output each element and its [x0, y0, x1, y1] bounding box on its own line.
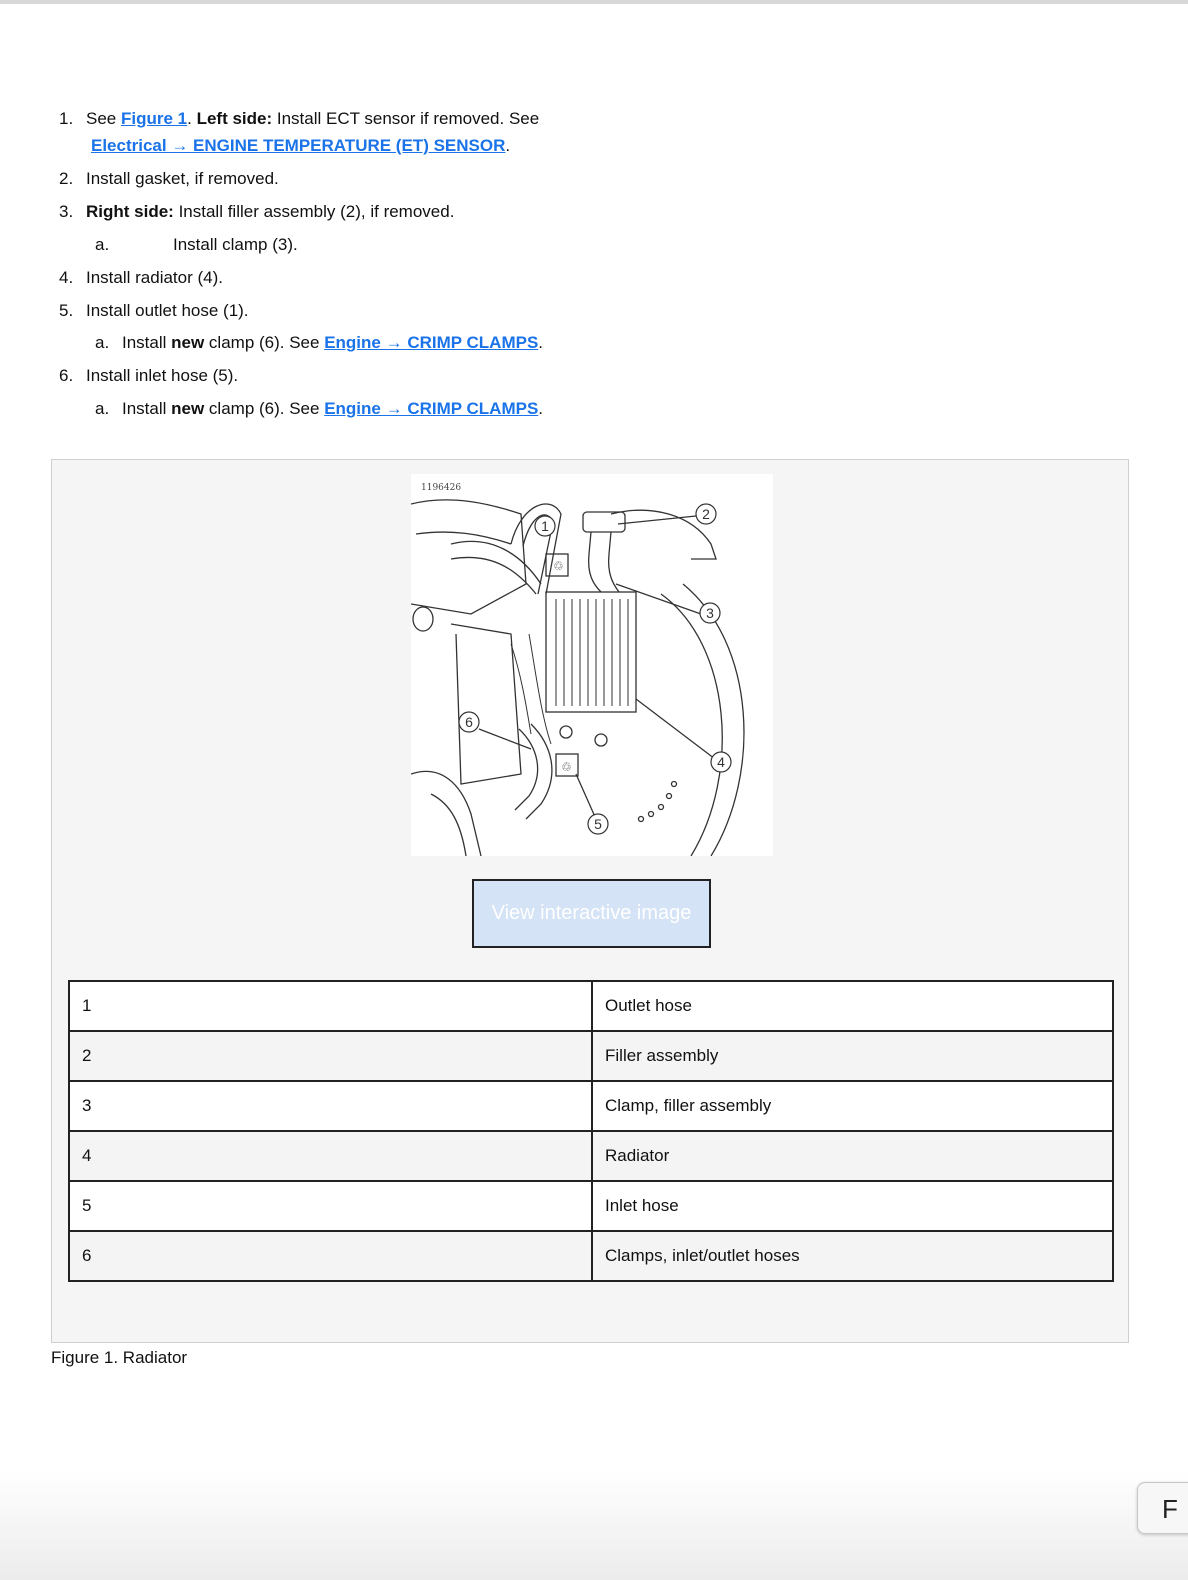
dispose-icon: ♲	[553, 559, 564, 573]
table-row	[69, 1081, 1113, 1131]
figure-1-link[interactable]: Figure 1	[120, 109, 188, 128]
callout-6: 6	[465, 714, 473, 730]
et-sensor-link[interactable]: Electrical → ENGINE TEMPERATURE (ET) SENSOR	[91, 136, 506, 155]
step-1: 1. See Figure 1. Left side: Install ECT sensor if removed. See	[59, 109, 540, 128]
table-row	[69, 1031, 1113, 1081]
step-1-link-line: Electrical → ENGINE TEMPERATURE (ET) SENSOR.	[91, 136, 511, 155]
legend-number: 1	[69, 981, 592, 1031]
legend-number: 2	[69, 1031, 592, 1081]
legend-description: Inlet hose	[592, 1181, 1113, 1231]
step-2: 2. Install gasket, if removed.	[59, 169, 279, 188]
callout-3: 3	[706, 605, 714, 621]
callout-5: 5	[594, 816, 602, 832]
callout-1: 1	[541, 518, 549, 534]
legend-description: Radiator	[592, 1131, 1113, 1181]
step-5a: a. Install new clamp (6). See Engine → CRIMP CLAMPS.	[95, 333, 544, 352]
bottom-fade	[0, 1470, 1188, 1580]
crimp-clamps-link[interactable]: Engine → CRIMP CLAMPS	[324, 333, 539, 352]
legend-table	[68, 980, 1114, 1282]
legend-number: 4	[69, 1131, 592, 1181]
image-id-label: 1196426	[421, 483, 462, 493]
table-row	[69, 1131, 1113, 1181]
view-interactive-image-button[interactable]: View interactive image	[472, 879, 711, 948]
table-row	[69, 1181, 1113, 1231]
dispose-icon: ♲	[561, 760, 572, 774]
callout-4: 4	[717, 754, 725, 770]
corner-floating-button[interactable]: F	[1137, 1482, 1188, 1534]
step-6: 6. Install inlet hose (5).	[59, 366, 239, 385]
legend-description: Filler assembly	[592, 1031, 1113, 1081]
legend-number: 3	[69, 1081, 592, 1131]
step-6a: a. Install new clamp (6). See Engine → CRIMP CLAMPS.	[95, 399, 544, 418]
legend-number: 6	[69, 1231, 592, 1281]
table-row	[69, 1231, 1113, 1281]
legend-number: 5	[69, 1181, 592, 1231]
legend-description: Outlet hose	[592, 981, 1113, 1031]
step-3: 3. Right side: Install filler assembly (2), if removed.	[59, 202, 455, 221]
radiator-illustration	[411, 474, 773, 856]
figure-1	[51, 459, 1129, 1343]
figure-caption: Figure 1. Radiator	[51, 1348, 188, 1367]
table-row	[69, 981, 1113, 1031]
legend-description: Clamp, filler assembly	[592, 1081, 1113, 1131]
callout-2: 2	[702, 506, 710, 522]
step-5: 5. Install outlet hose (1).	[59, 301, 249, 320]
crimp-clamps-link[interactable]: Engine → CRIMP CLAMPS	[324, 399, 539, 418]
top-rule	[0, 0, 1188, 4]
step-4: 4. Install radiator (4).	[59, 268, 223, 287]
legend-description: Clamps, inlet/outlet hoses	[592, 1231, 1113, 1281]
step-3a: a. Install clamp (3).	[95, 235, 298, 254]
radiator-line-drawing	[411, 474, 773, 856]
